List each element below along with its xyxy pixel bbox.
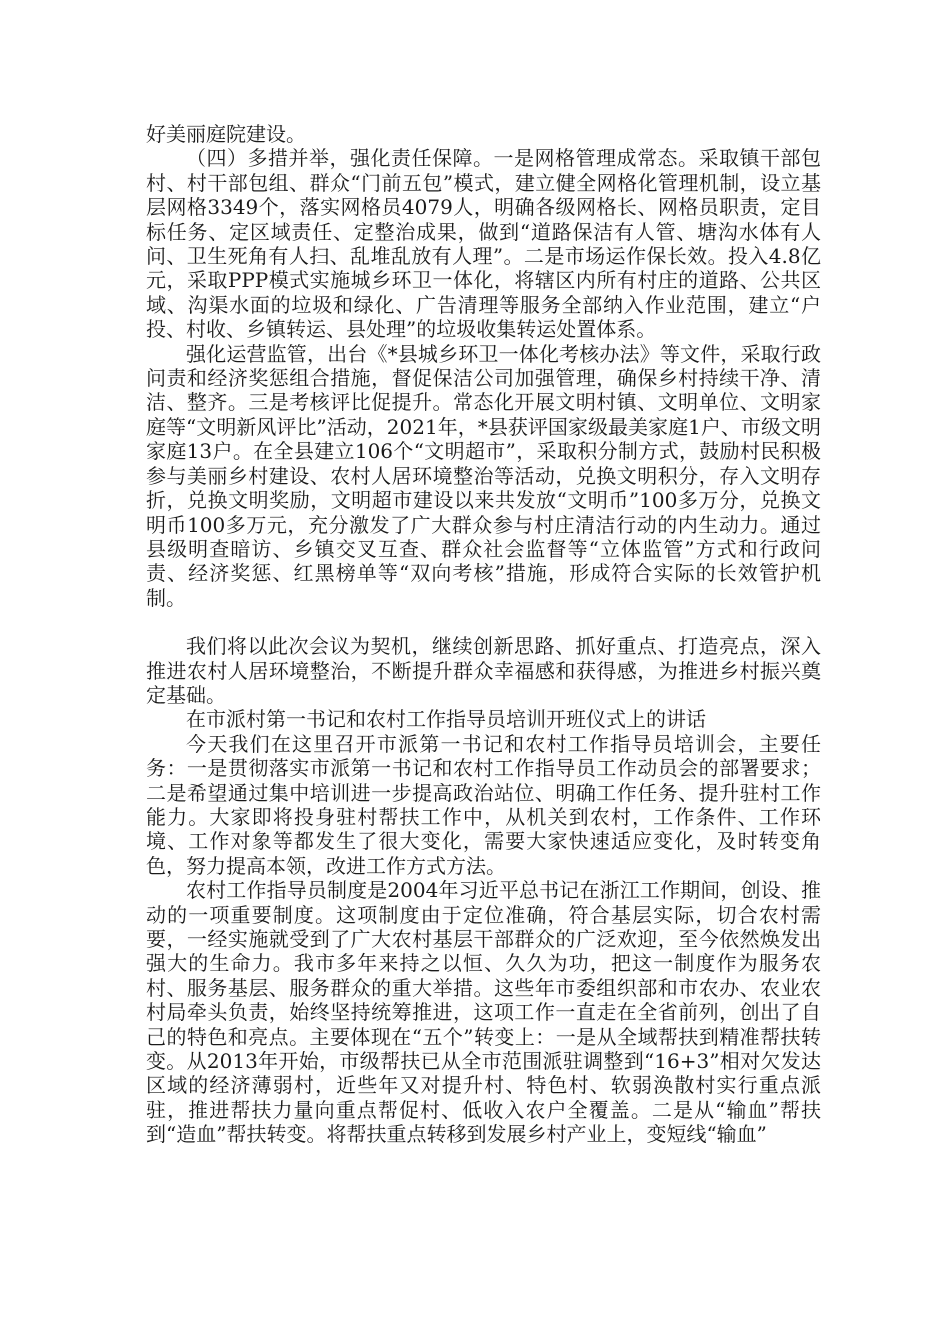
paragraph-4: 我们将以此次会议为契机，继续创新思路、抓好重点、打造亮点，深入推进农村人居环境整治，不断提升群众幸福感和获得感，为推进乡村振兴奠定基础。 bbox=[146, 634, 821, 707]
paragraph-1: 好美丽庭院建设。 bbox=[146, 122, 306, 146]
paragraph-3: 强化运营监管，出台《*县城乡环卫一体化考核办法》等文件，采取行政问责和经济奖惩组合措施，督促保洁公司加强管理，确保乡村持续干净、清洁、整齐。三是考核评比促提升。常态化开展文明村镇、文明单位、文明家庭等“文明新风评比”活动，2021年，*县获评国家级最美家庭1户、市级文明家庭13户。在全县建立106个“文明超市”，采取积分制方式，鼓励村民积极参与美丽乡村建设、农村人居环境整治等活动，兑换文明积分，存入文明存折，兑换文明奖励，文明超市建设以来共发放“文明币”100多万分，兑换文明币100多万元，充分激发了广大群众参与村庄清洁行动的内生动力。通过县级明查暗访、乡镇交叉互查、群众社会监督等“立体监管”方式和行政问责、经济奖惩、红黑榜单等“双向考核”措施，形成符合实际的长效管护机制。 bbox=[146, 341, 821, 610]
paragraph-6: 农村工作指导员制度是2004年习近平总书记在浙江工作期间，创设、推动的一项重要制度。这项制度由于定位准确，符合基层实际，切合农村需要，一经实施就受到了广大农村基层干部群众的广泛欢迎，至今依然焕发出强大的生命力。我市多年来持之以恒、久久为功，把这一制度作为服务农村、服务基层、服务群众的重大举措。这些年市委组织部和市农办、农业农村局牵头负责，始终坚持统筹推进，这项工作一直走在全省前列，创出了自己的特色和亮点。主要体现在“五个”转变上：一是从全域帮扶到精准帮扶转变。从2013年开始，市级帮扶已从全市范围派驻调整到“16+3”相对欠发达区域的经济薄弱村，近些年又对提升村、特色村、软弱涣散村实行重点派驻，推进帮扶力量向重点帮促村、低收入农户全覆盖。二是从“输血”帮扶到“造血”帮扶转变。将帮扶重点转移到发展乡村产业上，变短线“输血” bbox=[146, 878, 821, 1147]
speech-title: 在市派村第一书记和农村工作指导员培训开班仪式上的讲话 bbox=[186, 707, 706, 732]
paragraph-gap bbox=[146, 610, 821, 634]
document-body bbox=[146, 122, 821, 1147]
paragraph-2: （四）多措并举，强化责任保障。一是网格管理成常态。采取镇干部包村、村干部包组、群众“门前五包”模式，建立健全网格化管理机制，设立基层网格3349个，落实网格员4079人，明确各级网格长、网格员职责，定目标任务、定区域责任、定整治成果，做到“道路保洁有人管、塘沟水体有人问、卫生死角有人扫、乱堆乱放有人理”。二是市场运作保长效。投入4.8亿元，采取PPP模式实施城乡环卫一体化，将辖区内所有村庄的道路、公共区域、沟渠水面的垃圾和绿化、广告清理等服务全部纳入作业范围，建立“户投、村收、乡镇转运、县处理”的垃圾收集转运处置体系。 bbox=[146, 146, 821, 342]
paragraph-5: 今天我们在这里召开市派第一书记和农村工作指导员培训会，主要任务：一是贯彻落实市派第一书记和农村工作指导员工作动员会的部署要求；二是希望通过集中培训进一步提高政治站位、明确工作任务、提升驻村工作能力。大家即将投身驻村帮扶工作中，从机关到农村，工作条件、工作环境、工作对象等都发生了很大变化，需要大家快速适应变化，及时转变角色，努力提高本领，改进工作方式方法。 bbox=[146, 731, 821, 878]
